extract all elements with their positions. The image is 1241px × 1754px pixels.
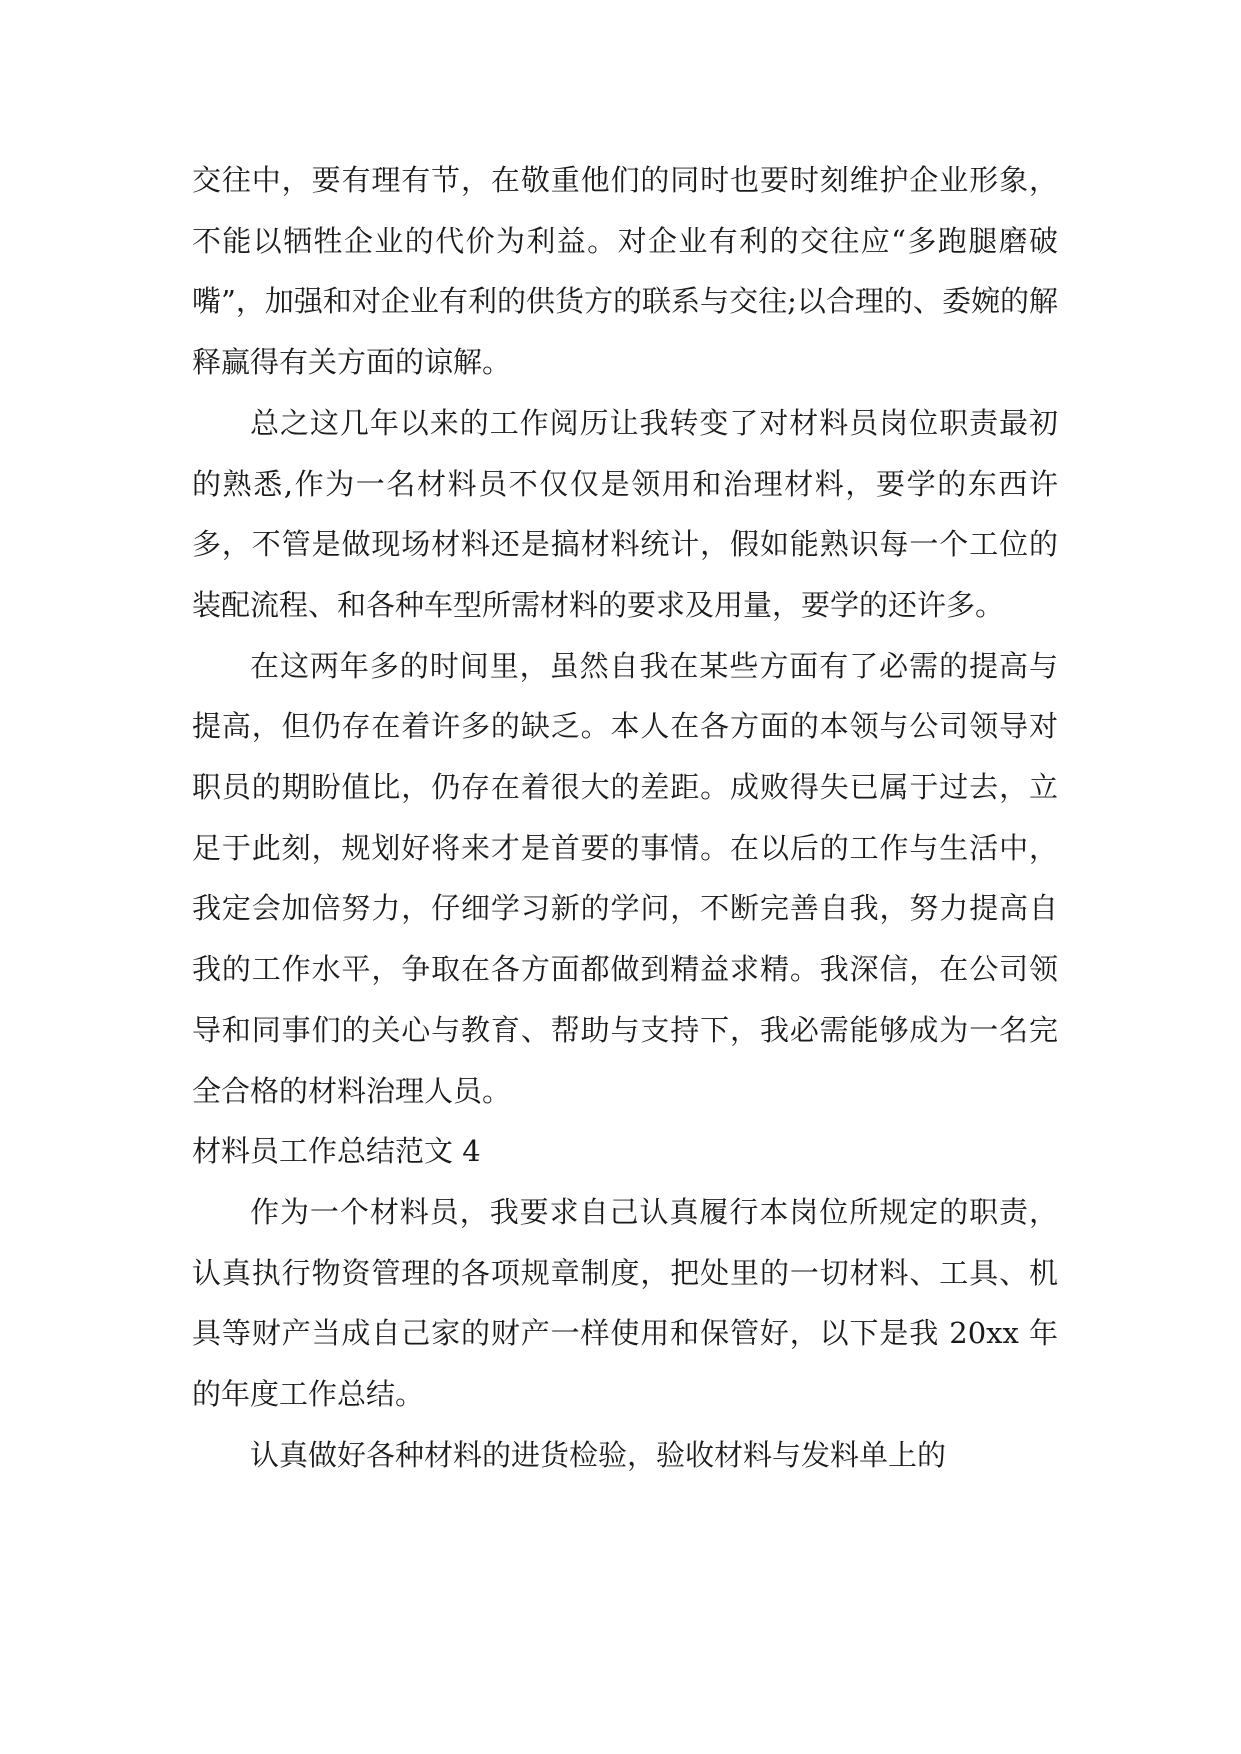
paragraph-3: 在这两年多的时间里，虽然自我在某些方面有了必需的提高与提高，但仍存在着许多的缺乏。本人在各方面的本领与公司领导对职员的期盼值比，仍存在着很大的差距。成败得失已属于过去，立足于此刻，规划好将来才是首要的事情。在以后的工作与生活中，我定会加倍努力，仔细学习新的学问，不断完善自我，努力提高自我的工作水平，争取在各方面都做到精益求精。我深信，在公司领导和同事们的关心与教育、帮助与支持下，我必需能够成为一名完全合格的材料治理人员。 xyxy=(192,648,1058,1108)
paragraph-4: 作为一个材料员，我要求自己认真履行本岗位所规定的职责，认真执行物资管理的各项规章制度，把处里的一切材料、工具、机具等财产当成自己家的财产一样使用和保管好，以下是我 20xx 年的年度工作总结。 xyxy=(192,1194,1058,1412)
paragraph-2: 总之这几年以来的工作阅历让我转变了对材料员岗位职责最初的熟悉,作为一名材料员不仅仅是领用和治理材料，要学的东西许多，不管是做现场材料还是搞材料统计，假如能熟识每一个工位的装配流程、和各种车型所需材料的要求及用量，要学的还许多。 xyxy=(192,405,1058,622)
document-page xyxy=(192,150,1058,1485)
section-heading: 材料员工作总结范文 4 xyxy=(192,1134,481,1169)
paragraph-5: 认真做好各种材料的进货检验，验收材料与发料单上的 xyxy=(250,1437,947,1472)
paragraph-1: 交往中，要有理有节，在敬重他们的同时也要时刻维护企业形象，不能以牺牲企业的代价为利益。对企业有利的交往应“多跑腿磨破嘴”，加强和对企业有利的供货方的联系与交往;以合理的、委婉的解释赢得有关方面的谅解。 xyxy=(192,163,1058,380)
